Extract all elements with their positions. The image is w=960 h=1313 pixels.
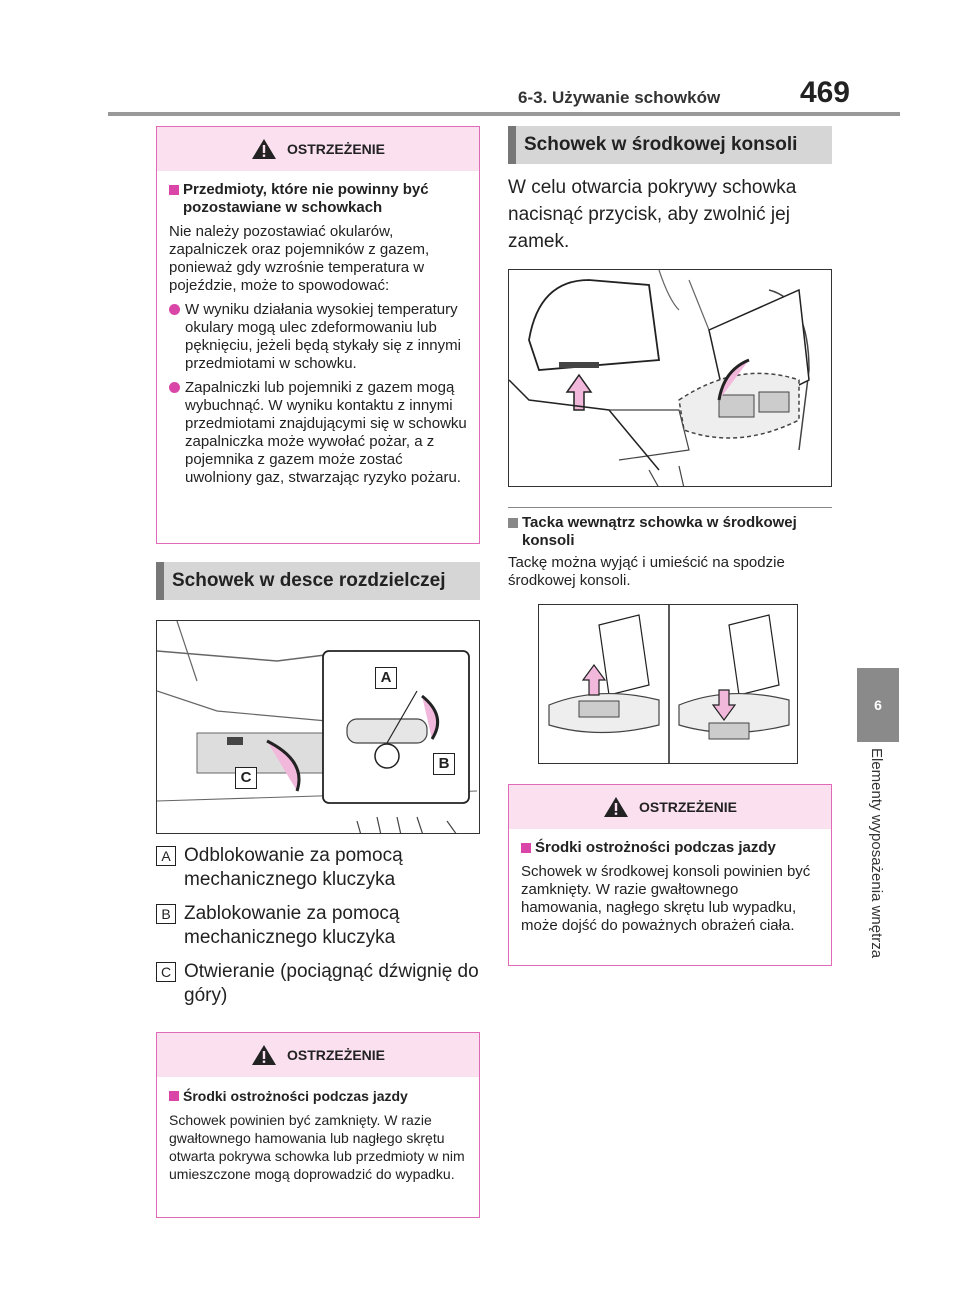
tray-text: Tackę można wyjąć i umieścić na spodzie środkowej konsoli.: [508, 554, 785, 589]
legend-key: C: [156, 962, 176, 982]
square-bullet-icon: [169, 185, 179, 195]
warning-body: [157, 171, 479, 499]
console-heading: Schowek w środkowej konsoli: [508, 126, 832, 164]
tray-illustration: [538, 604, 798, 764]
warning-point: Zapalniczki lub pojemniki z gazem mogą wybuchnąć. W wyniku kontaktu z innymi przedmiotami znajdującymi się w schowku zapalniczka może wywołać pożar, a z pojemnika z gazem może zostać uwolniony gaz, stwarzając ryzyko pożaru.: [169, 379, 467, 487]
warning-label: OSTRZEŻENIE: [638, 799, 737, 815]
legend-key: B: [156, 904, 176, 924]
header-divider: [108, 112, 900, 116]
callout-c: C: [235, 767, 257, 789]
section-title: 6-3. Używanie schowków: [518, 88, 721, 107]
console-drawing: [509, 270, 832, 487]
warning-box-console: [508, 784, 832, 966]
square-bullet-icon: [521, 843, 531, 853]
warning-title: Środki ostrożności podczas jazdy: [521, 839, 819, 857]
warning-triangle-icon: [251, 138, 277, 160]
left-column: [156, 126, 480, 1218]
dot-bullet-icon: [169, 382, 180, 393]
warning-title: Środki ostrożności podczas jazdy: [169, 1087, 467, 1105]
right-column: [508, 126, 832, 966]
page-number: 469: [799, 76, 850, 109]
warning-intro: Nie należy pozostawiać okularów, zapalniczek oraz pojemników z gazem, ponieważ gdy wzrośnie temperatura w pojeździe, może to spowodować:: [169, 223, 430, 294]
warning-text: Schowek w środkowej konsoli powinien być zamknięty. W razie gwałtownego hamowania, nagłego skrętu lub wypadku, może dojść do poważnych obrażeń ciała.: [521, 863, 811, 934]
square-bullet-icon: [169, 1091, 179, 1101]
warning-triangle-icon: [603, 796, 629, 818]
console-illustration: [508, 269, 832, 487]
warning-header: [157, 1033, 479, 1077]
warning-label: OSTRZEŻENIE: [286, 141, 385, 157]
console-intro: W celu otwarcia pokrywy schowka nacisnąć przycisk, aby zwolnić jej zamek.: [508, 177, 797, 252]
glovebox-drawing: [157, 621, 480, 834]
chapter-label: [860, 748, 896, 1018]
warning-point: W wyniku działania wysokiej temperatury okulary mogą ulec zdeformowaniu lub pęknięciu, jeżeli będą stykały się z innymi przedmiotami w schowku.: [169, 301, 467, 373]
warning-box-driving: [156, 1032, 480, 1218]
tray-title: Tacka wewnątrz schowka w środkowej konsoli: [508, 507, 832, 550]
warning-body: [157, 1077, 479, 1195]
warning-box-objects: [156, 126, 480, 544]
warning-label: OSTRZEŻENIE: [286, 1047, 385, 1063]
warning-title: Przedmioty, które nie powinny być pozostawiane w schowkach: [169, 181, 467, 217]
warning-text: Schowek powinien być zamknięty. W razie gwałtownego hamowania lub nagłego skrętu otwarta pokrywa schowka lub przedmioty w nim umieszczone mogą doprowadzić do wypadku.: [169, 1112, 465, 1182]
warning-triangle-icon: [251, 1044, 277, 1066]
chapter-label-text: Elementy wyposażenia wnętrza: [868, 748, 885, 959]
glovebox-legend: [156, 844, 480, 1008]
square-bullet-icon: [508, 518, 518, 528]
glovebox-illustration: [156, 620, 480, 834]
legend-item: C Otwieranie (pociągnąć dźwignię do góry): [156, 960, 480, 1008]
warning-header: [509, 785, 831, 829]
legend-key: A: [156, 846, 176, 866]
warning-body: [509, 829, 831, 947]
warning-header: [157, 127, 479, 171]
legend-item: A Odblokowanie za pomocą mechanicznego kluczyka: [156, 844, 480, 892]
chapter-tab: 6: [857, 668, 899, 742]
page-header: [518, 78, 898, 108]
callout-b: B: [433, 753, 455, 775]
legend-item: B Zablokowanie za pomocą mechanicznego kluczyka: [156, 902, 480, 950]
dot-bullet-icon: [169, 304, 180, 315]
tray-drawing: [539, 605, 798, 764]
callout-a: A: [375, 667, 397, 689]
glovebox-heading: Schowek w desce rozdzielczej: [156, 562, 480, 600]
